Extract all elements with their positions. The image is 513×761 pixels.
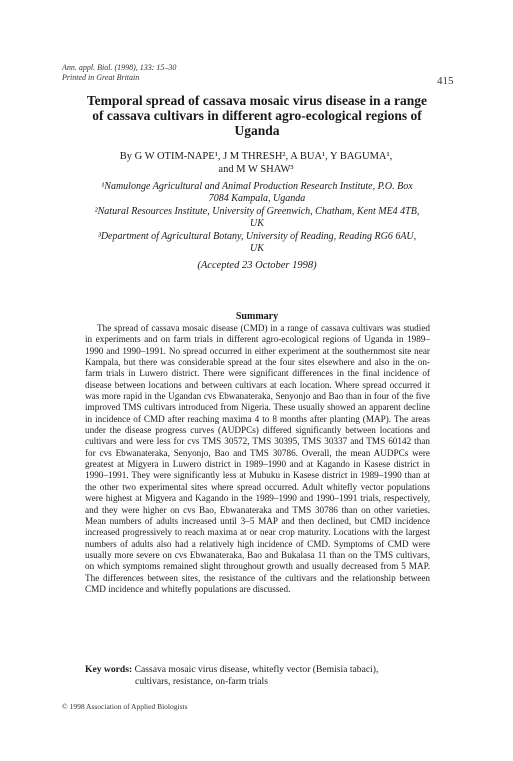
keywords bbox=[85, 664, 430, 688]
summary-text: The spread of cassava mosaic disease (CMD) in a range of cassava cultivars was studied in experiments and on farm trials in different agro-ecological regions of Uganda in 1989–1990 and 1990–1991. No spread occurred in either experiment at the southernmost site near Kampala, but there was considerable spread at the four sites elsewhere and also in the on-farm trials in Luwero district. There were significant differences in the final incidence of disease between locations and between cultivars at each location. Where spread occurred it was more rapid in the Ugandan cvs Ebwanateraka, Senyonjo and Bao than in four of the five improved TMS cultivars introduced from Nigeria. These usually showed an apparent decline in incidence of CMD after reaching maxima 4 to 8 months after planting (MAP). The areas under the disease progress curves (AUDPCs) differed significantly between locations and cultivars and were less for cvs TMS 30572, TMS 30395, TMS 30337 and TMS 60142 than for cvs Ebwanateraka, Senyonjo, Bao and TMS 30786. Overall, the mean AUDPCs were greatest at Migyera in Luwero district in 1989–1990 and at Kagando in Kasese district in 1990–1991. They were significantly less at Mubuku in Kasese district in 1989–1990 than at the other two experimental sites where spread occurred. Adult whitefly vector populations were highest at Migyera and Kagando in the 1989–1990 and 1990–1991 trials, respectively, and they were higher on cvs Bao, Ebwanateraka and TMS 30786 than on other varieties. Mean numbers of adults increased until 3–5 MAP and then declined, but CMD incidence increased progressively to reach maxima at or near crop maturity. Locations with the largest numbers of adults also had a relatively high incidence of CMD. Symptoms of CMD were usually more severe on cvs Ebwanateraka, Bao and Bukalasa 11 than on the TMS cultivars, on which symptoms remained slight throughout growth and usually decreased from 5 MAP. The differences between sites, the resistance of the cultivars and the relationship between CMD incidence and whitefly populations are discussed. bbox=[85, 323, 430, 594]
keywords-line-1: Cassava mosaic virus disease, whitefly vector (Bemisia tabaci), bbox=[134, 664, 379, 675]
keywords-label: Key words: bbox=[85, 664, 133, 675]
printed-in: Printed in Great Britain bbox=[62, 73, 140, 82]
authors-line-2: and M W SHAW³ bbox=[218, 164, 294, 175]
copyright-notice: © 1998 Association of Applied Biologists bbox=[62, 702, 188, 711]
page-number: 415 bbox=[437, 75, 454, 87]
affiliations bbox=[92, 181, 422, 255]
affiliation-2: ²Natural Resources Institute, University of Greenwich, Chatham, Kent ME4 4TB, UK bbox=[94, 205, 420, 230]
accepted-date: (Accepted 23 October 1998) bbox=[197, 260, 317, 271]
affiliation-3: ³Department of Agricultural Botany, University of Reading, Reading RG6 6AU, UK bbox=[97, 230, 417, 255]
journal-citation: Ann. appl. Biol. (1998), 133: 15–30 bbox=[62, 63, 177, 72]
authors-line-1: By G W OTIM-NAPE¹, J M THRESH², A BUA¹, Y BAGUMA¹, bbox=[119, 151, 393, 162]
article-title: Temporal spread of cassava mosaic virus disease in a range of cassava cultivars in different agro-ecological regions of Uganda bbox=[86, 93, 428, 138]
keywords-line-2: cultivars, resistance, on-farm trials bbox=[135, 676, 268, 687]
summary-heading: Summary bbox=[235, 311, 279, 322]
author-list bbox=[88, 150, 424, 176]
journal-reference bbox=[62, 63, 176, 83]
affiliation-1: ¹Namulonge Agricultural and Animal Production Research Institute, P.O. Box 7084 Kampala, Uganda bbox=[101, 181, 413, 205]
